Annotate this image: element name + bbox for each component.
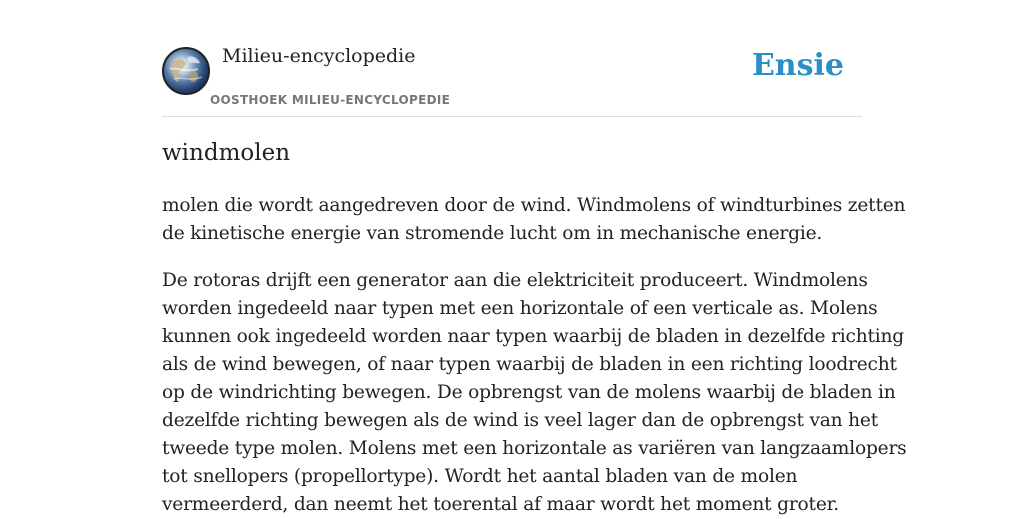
paragraph-line: op de windrichting bewegen. De opbrengst van de molens waarbij de bladen in <box>162 382 896 403</box>
paragraph-line: worden ingedeeld naar typen met een horizontale of een verticale as. Molens <box>162 298 878 319</box>
paragraph-line: De rotoras drijft een generator aan die elektriciteit produceert. Windmolens <box>162 270 868 291</box>
paragraph-line: dezelfde richting bewegen als de wind is veel lager dan de opbrengst van het <box>162 410 878 431</box>
paragraph-line: tweede type molen. Molens met een horizontale as variëren van langzaamlopers <box>162 438 907 459</box>
brand-logo-link[interactable]: Ensie <box>751 48 844 83</box>
page <box>162 0 907 515</box>
site-subtitle: OOSTHOEK MILIEU-ENCYCLOPEDIE <box>210 93 451 107</box>
paragraph-line: kunnen ook ingedeeld worden naar typen waarbij de bladen in dezelfde richting <box>162 326 904 347</box>
paragraph-line: de kinetische energie van stromende lucht om in mechanische energie. <box>162 223 823 244</box>
definition-paragraph-1 <box>162 192 906 248</box>
paragraph-line: molen die wordt aangedreven door de wind. Windmolens of windturbines zetten <box>162 195 906 216</box>
paragraph-line: vermeerderd, dan neemt het toerental af maar wordt het moment groter. <box>162 494 839 515</box>
site-header <box>162 0 862 117</box>
site-title[interactable]: Milieu-encyclopedie <box>222 45 416 67</box>
paragraph-line: als de wind bewegen, of naar typen waarbij de bladen in een richting loodrecht <box>162 354 897 375</box>
earth-globe-icon[interactable] <box>162 47 210 95</box>
definition-paragraph-2 <box>162 267 907 519</box>
paragraph-line: tot snellopers (propellortype). Wordt het aantal bladen van de molen <box>162 466 798 487</box>
entry-title: windmolen <box>162 140 291 166</box>
